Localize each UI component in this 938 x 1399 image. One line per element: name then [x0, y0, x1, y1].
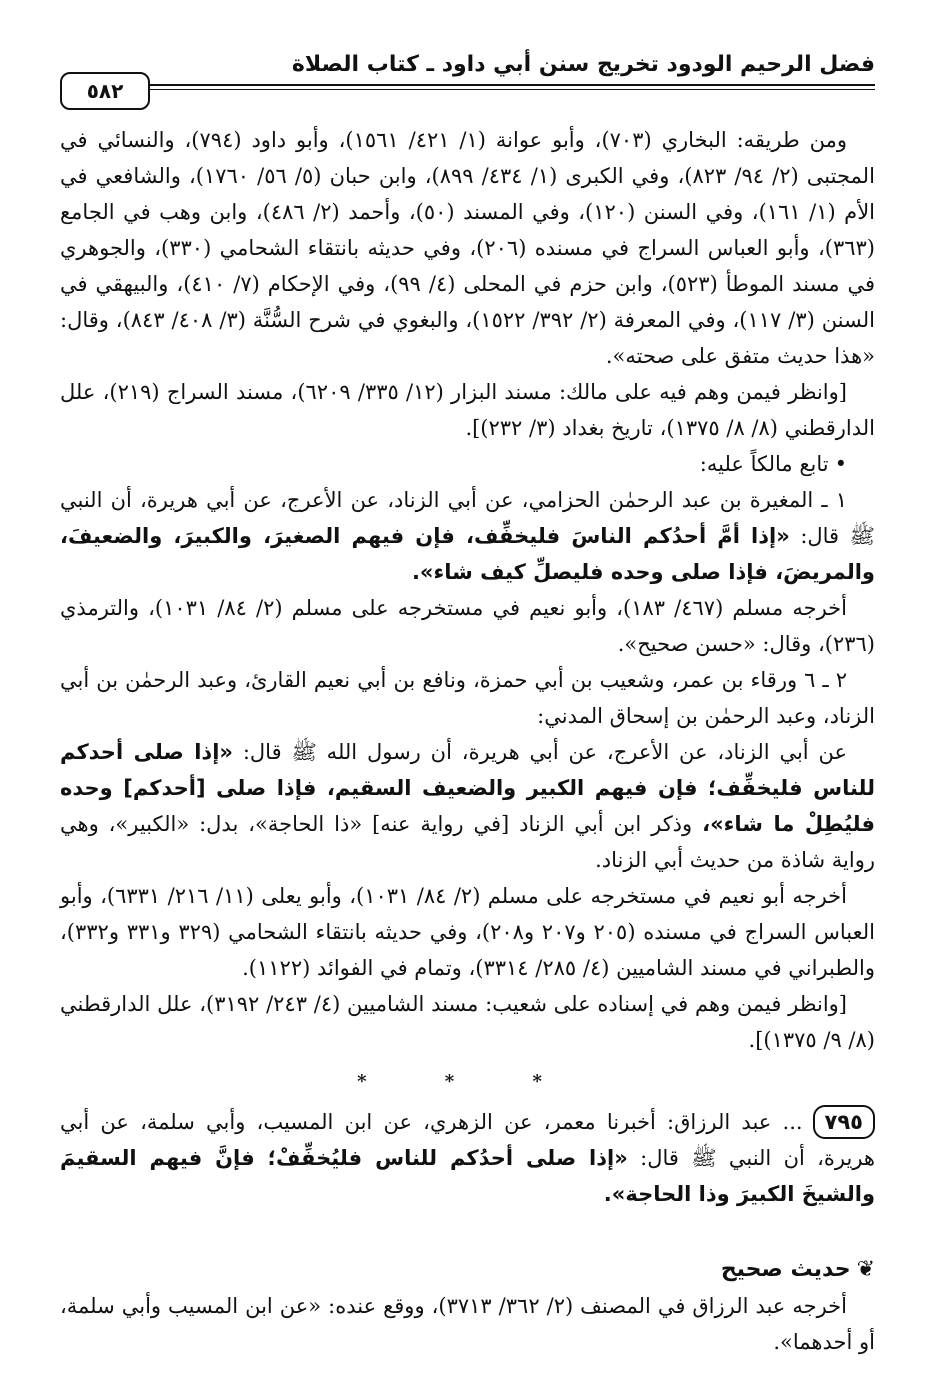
hadith-text: «إذا صلى أحدُكم للناس فليُخفِّفْ؛ فإنَّ فيهم السقيمَ والشيخَ الكبيرَ وذا الحاجة». [60, 1146, 875, 1206]
bullet-icon: • [834, 452, 847, 476]
paragraph-see-also: [وانظر فيمن وهم فيه على مالك: مسند البزار (١٢/ ٣٣٥/ ٦٢٠٩)، مسند السراج (٢١٩)، علل الدارقطني (٨/ ٨/ ١٣٧٥)، تاريخ بغداد (٣/ ٢٣٢)]. [60, 380, 875, 440]
paragraph-followers [60, 446, 875, 482]
running-header [60, 50, 875, 82]
paragraph-see-also-2: [وانظر فيمن وهم في إسناده على شعيب: مسند الشاميين (٤/ ٢٤٣/ ٣١٩٢)، علل الدارقطني (٨/ ٩/ ١٣٧٥)]. [60, 992, 875, 1052]
paragraph-sources: ومن طريقه: البخاري (٧٠٣)، وأبو عوانة (١/ ٤٢١/ ١٥٦١)، وأبو داود (٧٩٤)، والنسائي في المجتبى (٢/ ٩٤/ ٨٢٣)، وفي الكبرى (١/ ٤٣٤/ ٨٩٩)، وابن حبان (٥/ ٥٦/ ١٧٦٠)، والشافعي في الأم (١/ ١٦١)، وفي السنن (١٢٠)، وفي المسند (٥٠)، وأحمد (٢/ ٤٨٦)، وابن وهب في الجامع (٣٦٣)، وأبو العباس السراج في مسنده (٢٠٦)، وفي حديثه بانتقاء الشحامي (٣٣٠)، والجوهري في مسند الموطأ (٥٢٣)، وابن حزم في المحلى (٤/ ٩٩)، وفي الإحكام (٧/ ٤١٠)، والبيهقي في السنن (٣/ ١١٧)، وفي المعرفة (٢/ ٣٩٢/ ١٥٢٢)، والبغوي في شرح السُّنَّة (٣/ ٤٠٨/ ٨٤٣)، وقال: «هذا حديث متفق على صحته». [60, 128, 876, 368]
page-number: ٥٨٢ [60, 72, 150, 110]
narration-2-text: «إذا صلى أحدكم للناس فليخفِّف؛ فإن فيهم الكبير والضعيف السقيم، فإذا صلى [أحدكم] وحده فليُطِلْ ما شاء»، [60, 740, 875, 836]
spacer [60, 1212, 875, 1252]
narration-2-chain: عن أبي الزناد، عن الأعرج، عن أبي هريرة، أن رسول الله ﷺ قال: [242, 740, 847, 764]
narration-1-chain: ١ ـ المغيرة بن عبد الرحمٰن الحزامي، عن أبي الزناد، عن الأعرج، عن أبي هريرة، أن النبي ﷺ قال: [60, 488, 875, 548]
book-bullet-icon: ❦ [856, 1257, 875, 1282]
paragraph-narration-1 [60, 482, 875, 590]
header-title: فضل الرحيم الودود تخريج سنن أبي داود ـ كتاب الصلاة [291, 52, 875, 77]
hadith-number-badge: ٧٩٥ [813, 1105, 875, 1139]
grading-text: أخرجه عبد الرزاق في المصنف (٢/ ٣٦٢/ ٣٧١٣)، ووقع عنده: «عن ابن المسيب وأبي سلمة، أو أحدهما». [60, 1294, 875, 1354]
page-body [60, 122, 875, 1360]
page [60, 0, 875, 1399]
hadith-chain: ... عبد الرزاق: أخبرنا معمر، عن الزهري، عن ابن المسيب، وأبي سلمة، عن أبي هريرة، أن النبي ﷺ قال: [60, 1110, 875, 1170]
narration-1-text: «إذا أمَّ أحدُكم الناسَ فليخفِّف، فإن فيهم الصغيرَ، والكبيرَ، والضعيفَ، والمريضَ، فإذا صلى وحده فليصلِّ كيف شاء». [60, 524, 875, 584]
header-rule [60, 84, 875, 86]
paragraph-narration-2 [60, 734, 875, 878]
grading-heading [60, 1252, 875, 1288]
header-rule-thin [60, 89, 875, 90]
grading-title: حديث صحيح [720, 1257, 851, 1282]
paragraph-takhrij-1: أخرجه مسلم (٤٦٧/ ١٨٣)، وأبو نعيم في مستخرجه على مسلم (٢/ ٨٤/ ١٠٣١)، والترمذي (٢٣٦)، وقال: «حسن صحيح». [60, 596, 875, 656]
hadith-entry [60, 1104, 875, 1212]
paragraph-narrators-2-6: ٢ ـ ٦ ورقاء بن عمر، وشعيب بن أبي حمزة، ونافع بن أبي نعيم القارئ، وعبد الرحمٰن بن أبي الزناد، وعبد الرحمٰن بن إسحاق المدني: [60, 668, 875, 728]
followers-label: تابع مالكاً عليه: [699, 452, 829, 476]
paragraph-takhrij-2: أخرجه أبو نعيم في مستخرجه على مسلم (٢/ ٨٤/ ١٠٣١)، وأبو يعلى (١١/ ٢١٦/ ٦٣٣١)، وأبو العباس السراج في مسنده (٢٠٥ و٢٠٧ و٢٠٨)، وفي حديثه بانتقاء الشحامي (٣٢٩ و٣٣١ و٣٣٢)، والطبراني في مسند الشاميين (٤/ ٢٨٥/ ٣٣١٤)، وتمام في الفوائد (١١٢٢). [60, 884, 875, 980]
section-separator: * * * [357, 1071, 578, 1092]
narration-2-note: وذكر ابن أبي الزناد [في رواية عنه] «ذا الحاجة»، بدل: «الكبير»، وهي رواية شاذة من حديث أبي الزناد. [60, 812, 875, 872]
